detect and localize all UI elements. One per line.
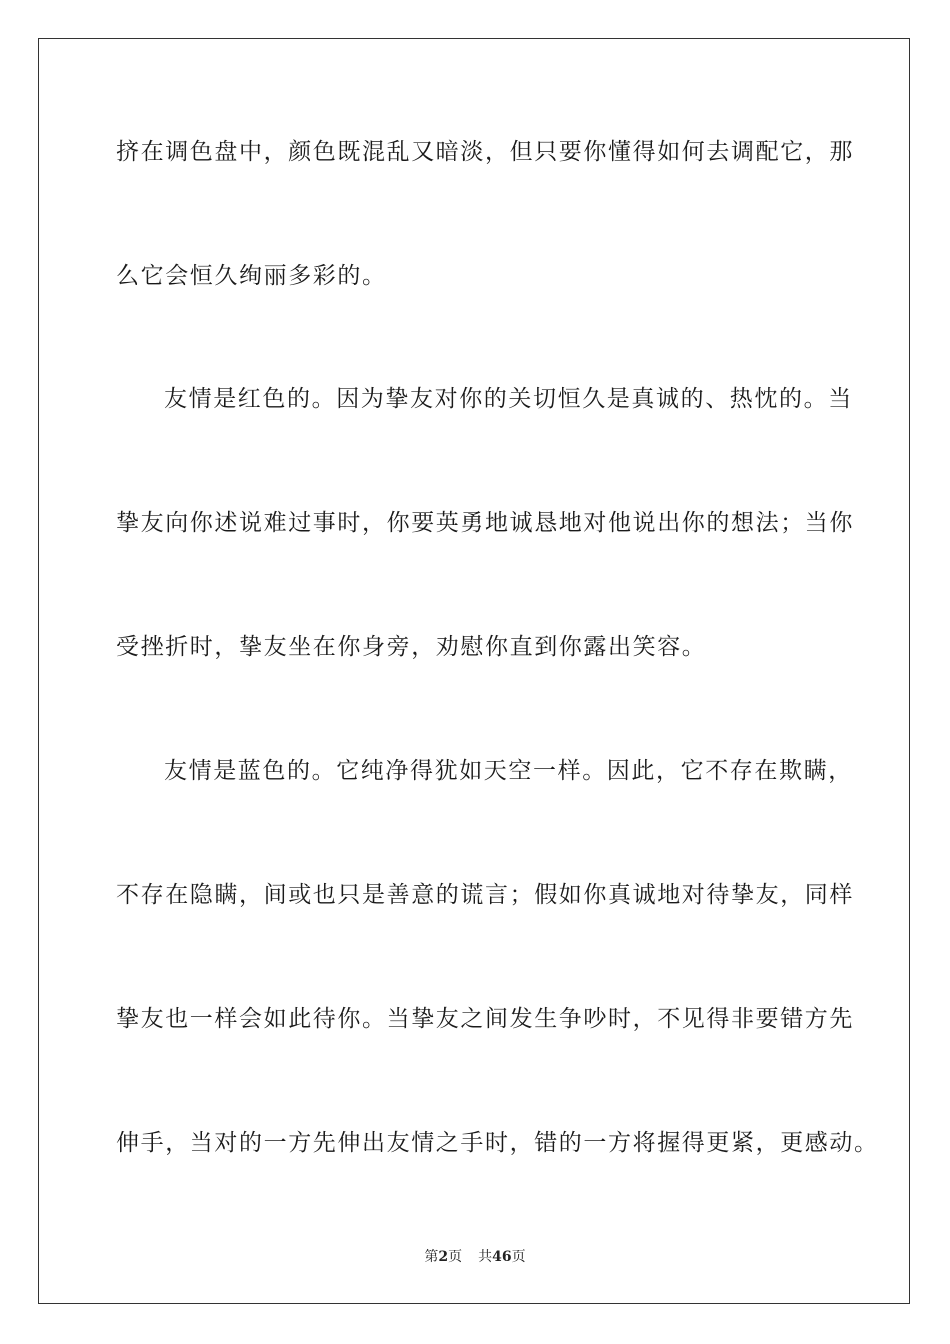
- body-line-7: 不存在隐瞒，间或也只是善意的谎言；假如你真诚地对待挚友，同样: [116, 882, 854, 908]
- body-line-3: 友情是红色的。因为挚友对你的关切恒久是真诚的、热忱的。当: [164, 386, 853, 412]
- body-line-9: 伸手，当对的一方先伸出友情之手时，错的一方将握得更紧，更感动。: [116, 1130, 879, 1156]
- page-border: [38, 38, 910, 1304]
- page-prefix: 第: [424, 1249, 439, 1265]
- total-prefix: 共: [478, 1249, 493, 1265]
- page-suffix: 页: [448, 1249, 463, 1265]
- body-line-8: 挚友也一样会如此待你。当挚友之间发生争吵时，不见得非要错方先: [116, 1006, 854, 1032]
- body-line-6: 友情是蓝色的。它纯净得犹如天空一样。因此，它不存在欺瞒，: [164, 758, 853, 784]
- page-number: 2: [438, 1249, 449, 1265]
- body-line-5: 受挫折时，挚友坐在你身旁，劝慰你直到你露出笑容。: [116, 634, 707, 660]
- total-suffix: 页: [511, 1249, 526, 1265]
- body-line-4: 挚友向你述说难过事时，你要英勇地诚恳地对他说出你的想法；当你: [116, 510, 854, 536]
- total-pages: 46: [492, 1249, 512, 1265]
- page-footer: [0, 1246, 950, 1266]
- body-line-1: 挤在调色盘中，颜色既混乱又暗淡，但只要你懂得如何去调配它，那: [116, 139, 854, 165]
- body-line-2: 么它会恒久绚丽多彩的。: [116, 263, 387, 289]
